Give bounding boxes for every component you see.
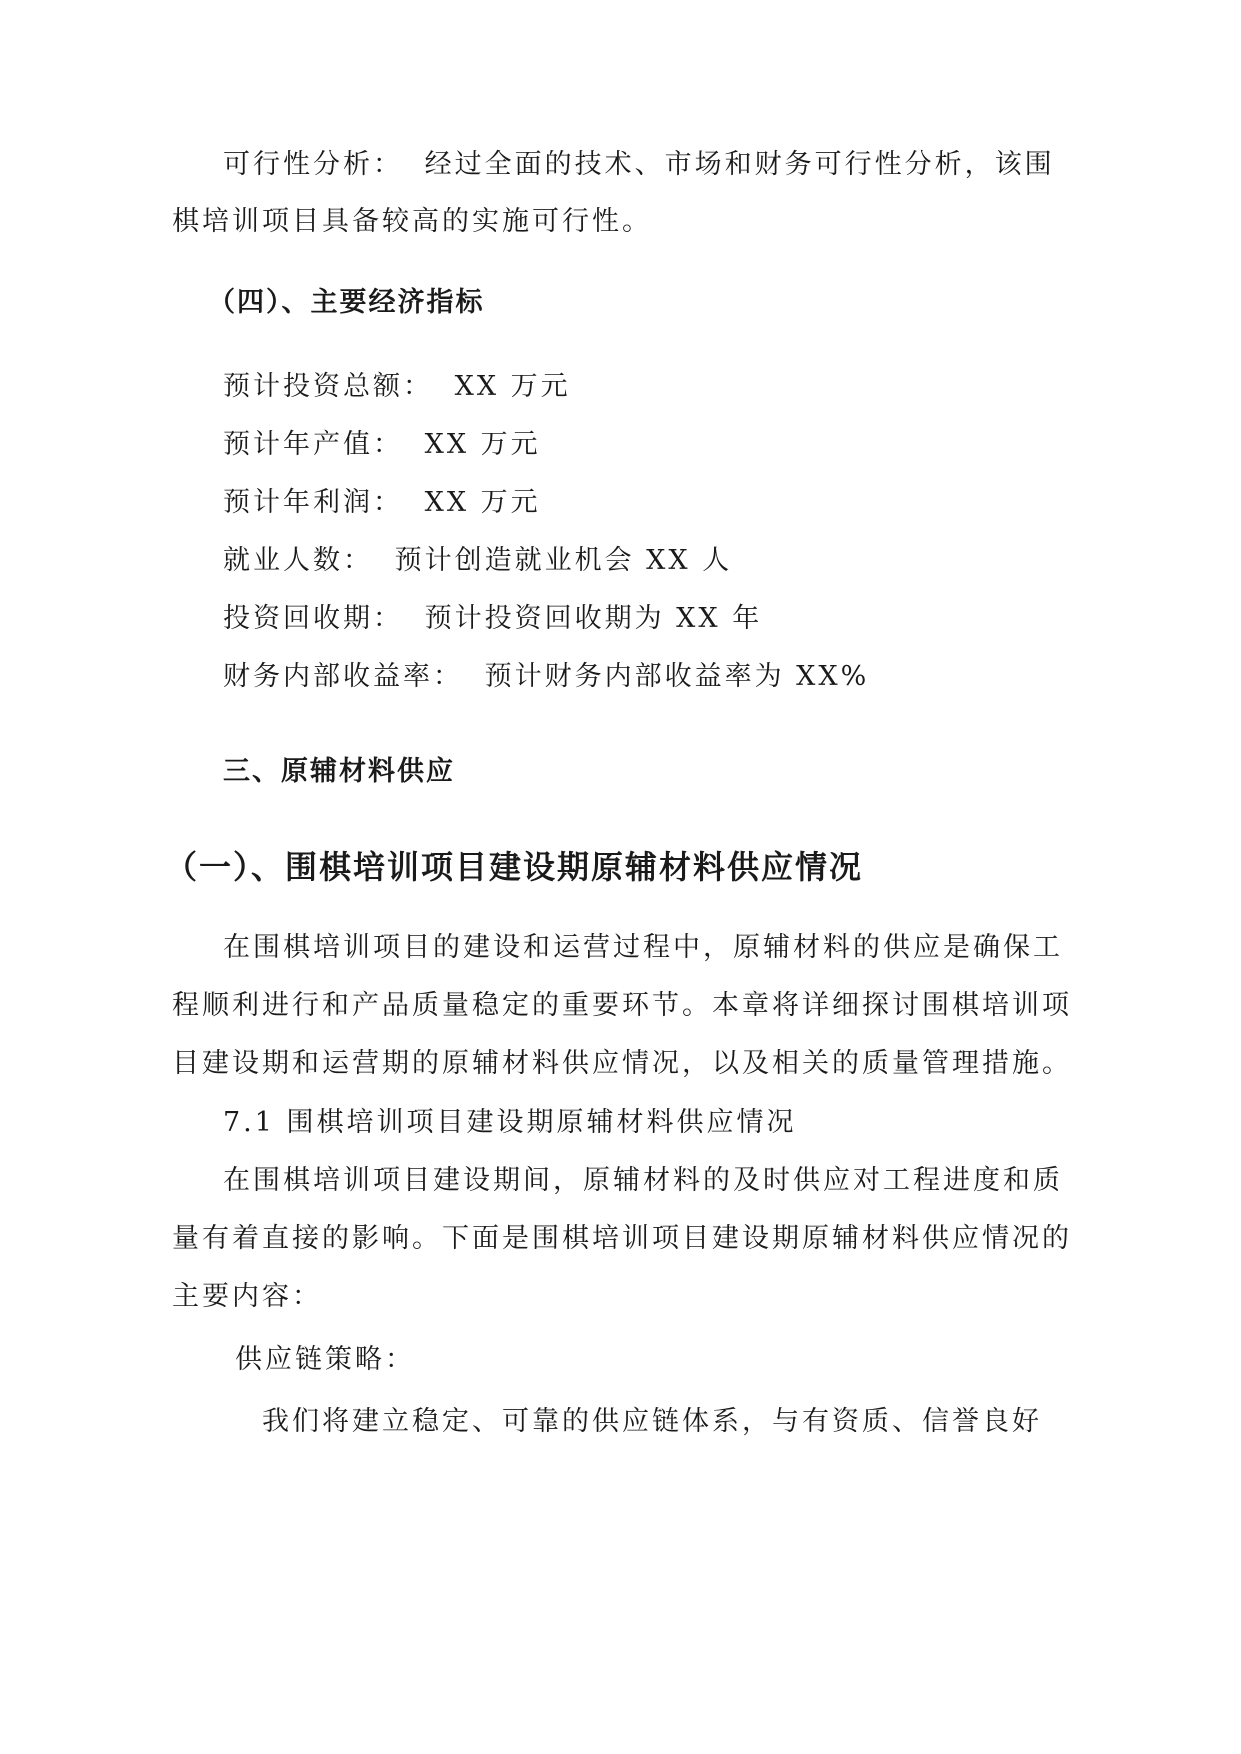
supply-chain-strategy-text: 我们将建立稳定、可靠的供应链体系，与有资质、信誉良好 bbox=[262, 1406, 1042, 1437]
paragraph-line: 主要内容： bbox=[172, 1281, 322, 1312]
indicator-value: 预计财务内部收益率为 XX% bbox=[484, 661, 870, 692]
section-heading-construction-supply: （一）、围棋培训项目建设期原辅材料供应情况 bbox=[165, 848, 864, 886]
section-heading-economic-indicators: （四）、主要经济指标 bbox=[208, 287, 485, 318]
indicator-employment bbox=[223, 541, 732, 581]
paragraph-line: 目建设期和运营期的原辅材料供应情况，以及相关的质量管理措施。 bbox=[172, 1048, 1072, 1079]
indicator-label: 预计年利润： bbox=[223, 487, 403, 518]
feasibility-label: 可行性分析： bbox=[223, 149, 403, 180]
indicator-investment bbox=[223, 367, 571, 407]
indicator-annual-output bbox=[223, 425, 541, 465]
indicator-value: 预计投资回收期为 XX 年 bbox=[424, 603, 763, 634]
chapter-heading-materials-supply: 三、原辅材料供应 bbox=[223, 756, 455, 787]
indicator-annual-profit bbox=[223, 483, 541, 523]
paragraph-line: 量有着直接的影响。下面是围棋培训项目建设期原辅材料供应情况的 bbox=[172, 1223, 1072, 1254]
indicator-irr bbox=[223, 657, 869, 697]
indicator-label: 预计投资总额： bbox=[223, 371, 433, 402]
indicator-value: XX 万元 bbox=[424, 487, 541, 518]
paragraph-line: 程顺利进行和产品质量稳定的重要环节。本章将详细探讨围棋培训项 bbox=[172, 990, 1072, 1021]
indicator-label: 预计年产值： bbox=[223, 429, 403, 460]
indicator-label: 投资回收期： bbox=[223, 603, 403, 634]
indicator-value: 预计创造就业机会 XX 人 bbox=[394, 545, 733, 576]
supply-chain-strategy-label: 供应链策略： bbox=[235, 1344, 415, 1375]
paragraph-line: 在围棋培训项目的建设和运营过程中，原辅材料的供应是确保工 bbox=[223, 932, 1063, 963]
feasibility-line-2: 棋培训项目具备较高的实施可行性。 bbox=[172, 206, 652, 237]
feasibility-text: 经过全面的技术、市场和财务可行性分析，该围 bbox=[424, 149, 1055, 180]
indicator-label: 财务内部收益率： bbox=[223, 661, 463, 692]
paragraph-line: 在围棋培训项目建设期间，原辅材料的及时供应对工程进度和质 bbox=[223, 1165, 1063, 1196]
indicator-label: 就业人数： bbox=[223, 545, 373, 576]
indicator-payback-period bbox=[223, 599, 762, 639]
indicator-value: XX 万元 bbox=[424, 429, 541, 460]
feasibility-line-1 bbox=[223, 145, 1055, 185]
subsection-heading-7-1: 7.1 围棋培训项目建设期原辅材料供应情况 bbox=[223, 1107, 797, 1138]
indicator-value: XX 万元 bbox=[454, 371, 571, 402]
